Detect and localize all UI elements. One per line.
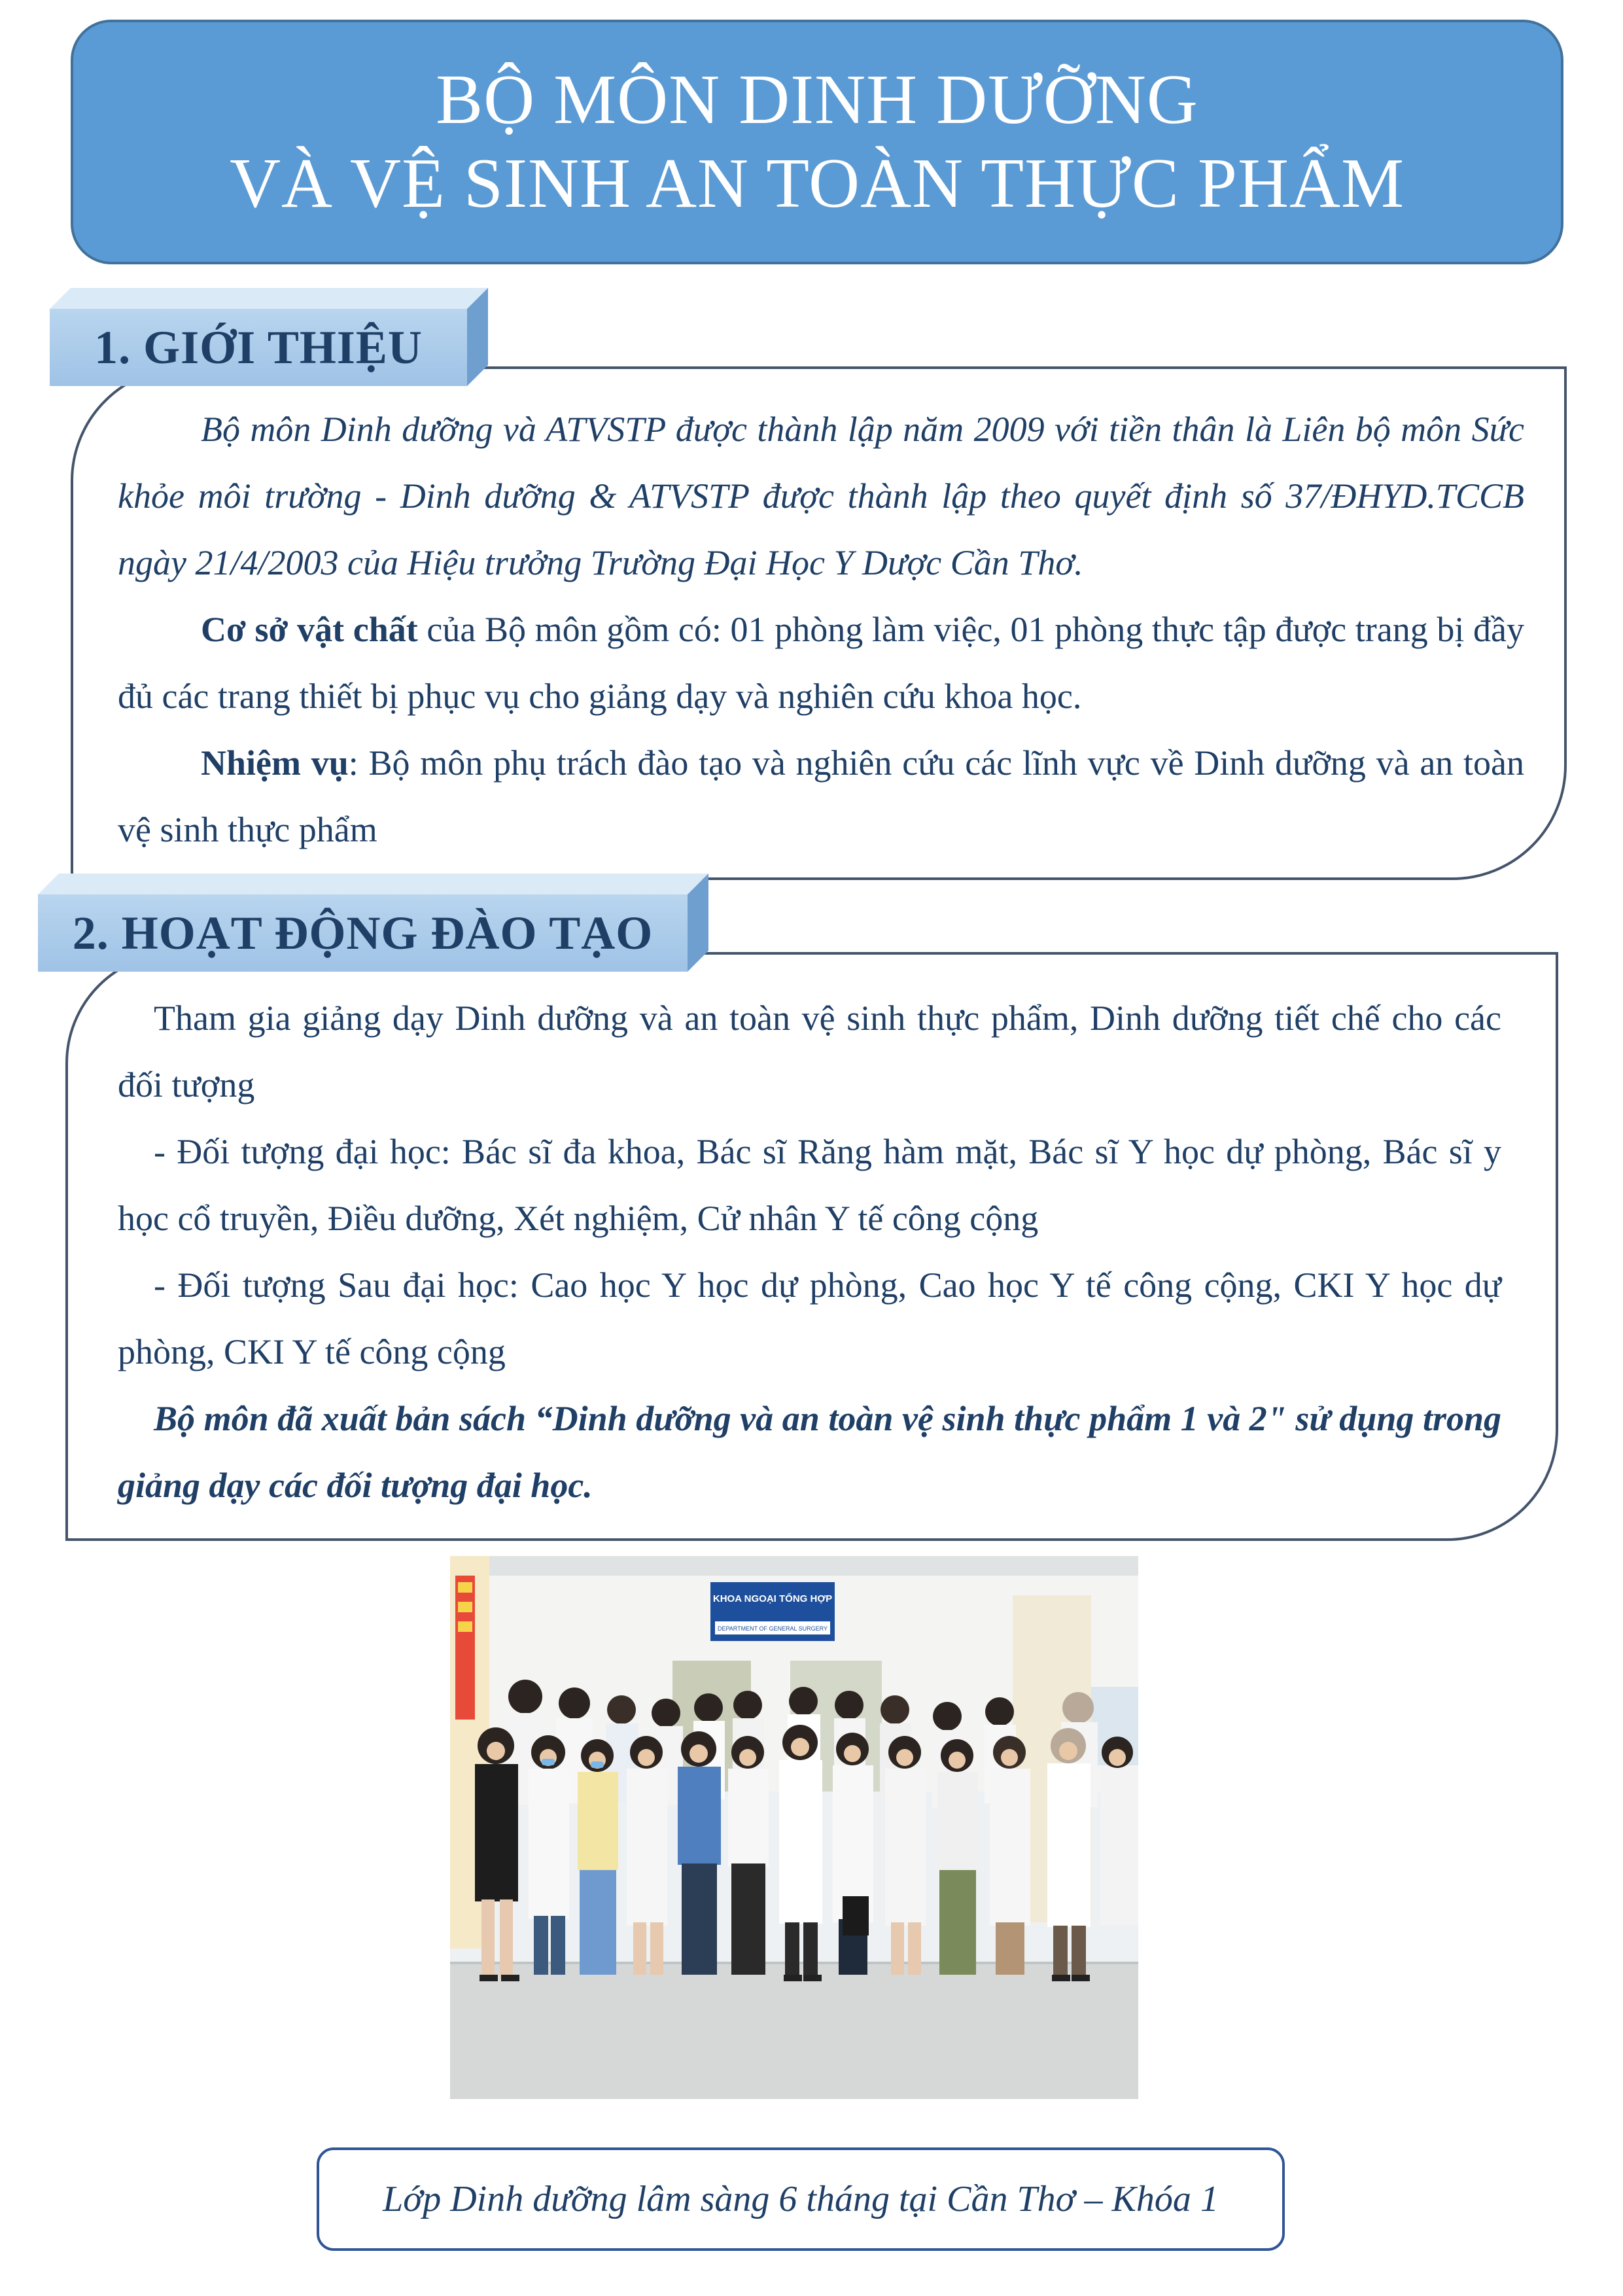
facilities-label: Cơ sở vật chất (201, 610, 418, 649)
section-intro-tab (50, 288, 488, 386)
section-intro-heading: 1. GIỚI THIỆU (94, 321, 423, 374)
tab-front-face (50, 309, 467, 386)
tab-front-face (38, 894, 688, 972)
photo-caption-box (317, 2147, 1285, 2251)
training-intro-paragraph: Tham gia giảng dạy Dinh dưỡng và an toàn vệ sinh thực phẩm, Dinh dưỡng tiết chế cho các đối tượng (118, 998, 1501, 1104)
section-intro-body (118, 396, 1524, 863)
sign-subtitle: DEPARTMENT OF GENERAL SURGERY (717, 1625, 828, 1632)
intro-paragraph: Bộ môn Dinh dưỡng và ATVSTP được thành lập năm 2009 với tiền thân là Liên bộ môn Sức khỏe môi trường - Dinh dưỡng & ATVSTP được thành lập theo quyết định số 37/ĐHYD.TCCB ngày 21/4/2003 của Hiệu trưởng Trường Đại Học Y Dược Cần Thơ. (118, 410, 1524, 582)
section-training-body (118, 985, 1501, 1519)
tab-top-face (50, 288, 488, 309)
group-photo (450, 1556, 1138, 2099)
duty-paragraph (118, 730, 1524, 863)
tab-top-face (38, 874, 708, 894)
title-line-2: VÀ VỆ SINH AN TOÀN THỰC PHẨM (229, 145, 1405, 222)
title-line-1: BỘ MÔN DINH DƯỠNG (436, 61, 1198, 139)
sign-title: KHOA NGOẠI TỔNG HỢP (712, 1593, 833, 1604)
duty-text: : Bộ môn phụ trách đào tạo và nghiên cứu các lĩnh vực về Dinh dưỡng và an toàn vệ sinh thực phẩm (118, 743, 1525, 849)
publication-paragraph: Bộ môn đã xuất bản sách “Dinh dưỡng và an toàn vệ sinh thực phẩm 1 và 2" sử dụng trong giảng dạy các đối tượng đại học. (118, 1399, 1501, 1505)
title-banner (71, 20, 1563, 264)
postgrad-paragraph: - Đối tượng Sau đại học: Cao học Y học dự phòng, Cao học Y tế công cộng, CKI Y học dự phòng, CKI Y tế công cộng (118, 1265, 1501, 1371)
undergrad-paragraph: - Đối tượng đại học: Bác sĩ đa khoa, Bác sĩ Răng hàm mặt, Bác sĩ Y học dự phòng, Bác sĩ y học cổ truyền, Điều dưỡng, Xét nghiệm, Cử nhân Y tế công cộng (118, 1132, 1501, 1238)
facilities-text: của Bộ môn gồm có: 01 phòng làm việc, 01 phòng thực tập được trang bị đầy đủ các trang thiết bị phục vụ cho giảng dạy và nghiên cứu khoa học. (118, 610, 1525, 716)
duty-label: Nhiệm vụ (201, 743, 349, 783)
photo-caption: Lớp Dinh dưỡng lâm sàng 6 tháng tại Cần Thơ – Khóa 1 (383, 2179, 1219, 2219)
facilities-paragraph (118, 596, 1524, 730)
section-training-tab (38, 874, 708, 972)
section-training-heading: 2. HOẠT ĐỘNG ĐÀO TẠO (72, 906, 654, 959)
